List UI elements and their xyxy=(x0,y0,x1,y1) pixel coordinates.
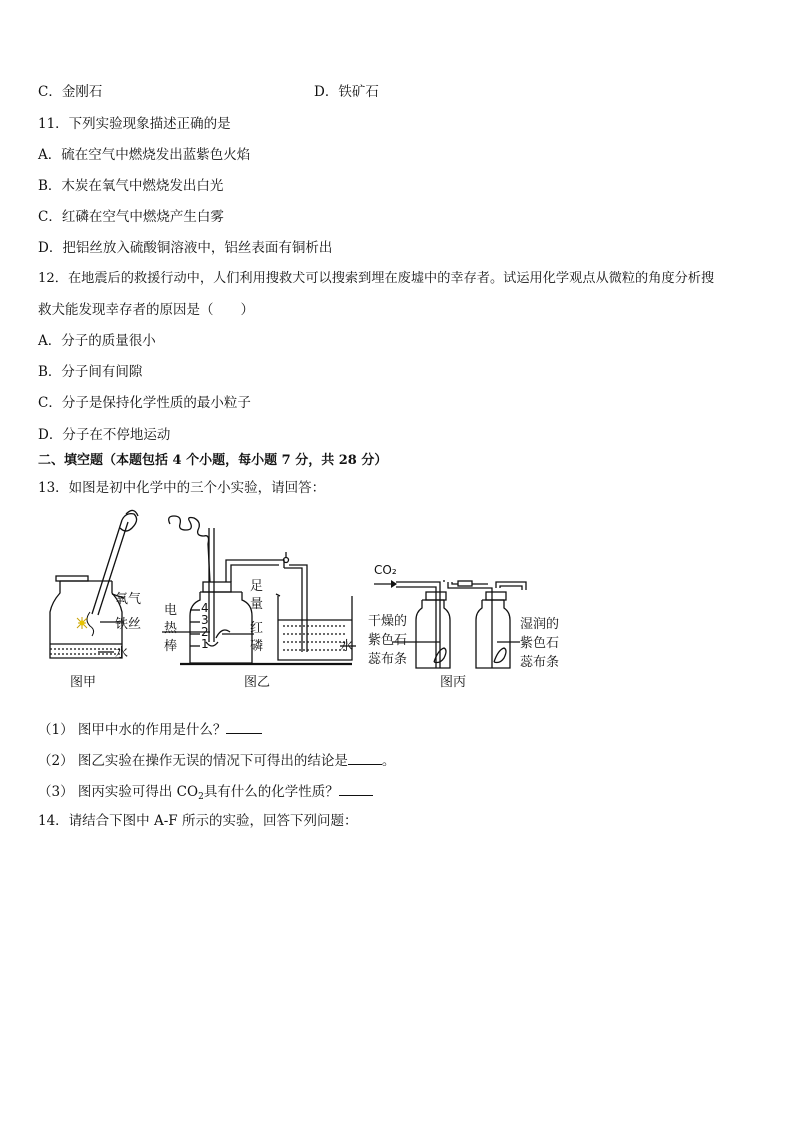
q12-stem-line2: 救犬能发现幸存者的原因是（ ） xyxy=(38,302,254,318)
q13-sub2: （2） 图乙实验在操作无误的情况下可得出的结论是 。 xyxy=(38,750,395,770)
section-title: 二、填空题（本题包括 4 个小题，每小题 7 分，共 28 分） xyxy=(38,453,388,468)
q11-option-d: D．把铝丝放入硫酸铜溶液中，铝丝表面有铜析出 xyxy=(38,240,333,256)
answer-blank-2[interactable] xyxy=(348,750,382,765)
label-iron-wire: 铁丝 xyxy=(115,617,142,632)
answer-blank-1[interactable] xyxy=(226,719,262,734)
q14-stem: 14．请结合下图中 A-F 所示的实验，回答下列问题： xyxy=(38,813,358,829)
label-phos-2: 量 xyxy=(250,597,264,612)
q11-option-a: A．硫在空气中燃烧发出蓝紫色火焰 xyxy=(38,147,251,163)
label-dry-2: 紫色石 xyxy=(368,633,408,648)
label-wet-3: 蕊布条 xyxy=(520,655,560,670)
label-wet-2: 紫色石 xyxy=(520,636,560,651)
scale-3: 3 xyxy=(201,613,209,627)
option-c: C．金刚石 xyxy=(38,84,103,100)
answer-blank-3[interactable] xyxy=(339,781,373,796)
label-wet-1: 湿润的 xyxy=(520,617,560,632)
label-rod-2: 热 xyxy=(164,621,178,636)
q12-stem-line1: 12．在地震后的救援行动中，人们利用搜救犬可以搜索到埋在废墟中的幸存者。试运用化学观点从微粒的角度分析搜 xyxy=(38,271,715,286)
scale-1: 1 xyxy=(201,637,209,651)
label-dry-1: 干燥的 xyxy=(368,614,408,629)
q13-sub3: （3） 图丙实验可得出 $CO_2$具有什么的化学性质？ xyxy=(38,781,373,806)
q11-option-c: C．红磷在空气中燃烧产生白雾 xyxy=(38,209,224,225)
option-d: D．铁矿石 xyxy=(314,84,379,100)
label-rod-1: 电 xyxy=(164,603,178,618)
q13-stem: 13．如图是初中化学中的三个小实验，请回答： xyxy=(38,480,326,496)
q12-option-d: D．分子在不停地运动 xyxy=(38,427,171,443)
q12-option-c: C．分子是保持化学性质的最小粒子 xyxy=(38,395,251,411)
label-phos-3: 红 xyxy=(250,621,264,636)
scale-4: 4 xyxy=(201,601,209,615)
q12-option-a: A．分子的质量很小 xyxy=(38,333,156,349)
label-water-jia: 水 xyxy=(115,646,129,661)
label-dry-3: 蕊布条 xyxy=(368,652,408,667)
label-phos-4: 磷 xyxy=(250,639,264,654)
label-oxygen: 氧气 xyxy=(115,592,142,607)
caption-jia: 图甲 xyxy=(70,675,97,690)
label-water-yi: 水 xyxy=(340,639,354,654)
caption-bing: 图丙 xyxy=(440,675,467,690)
q11-stem: 11．下列实验现象描述正确的是 xyxy=(38,116,231,132)
caption-yi: 图乙 xyxy=(244,675,271,690)
label-phos-1: 足 xyxy=(250,579,264,594)
scale-2: 2 xyxy=(201,625,209,639)
label-co2: CO₂ xyxy=(374,563,397,577)
experiment-figure xyxy=(40,508,580,694)
q11-option-b: B．木炭在氧气中燃烧发出白光 xyxy=(38,178,224,194)
iron-in-oxygen-apparatus xyxy=(50,510,138,658)
q12-option-b: B．分子间有间隙 xyxy=(38,364,143,380)
label-rod-3: 棒 xyxy=(164,639,178,654)
q13-sub1: （1） 图甲中水的作用是什么？ xyxy=(38,719,262,739)
